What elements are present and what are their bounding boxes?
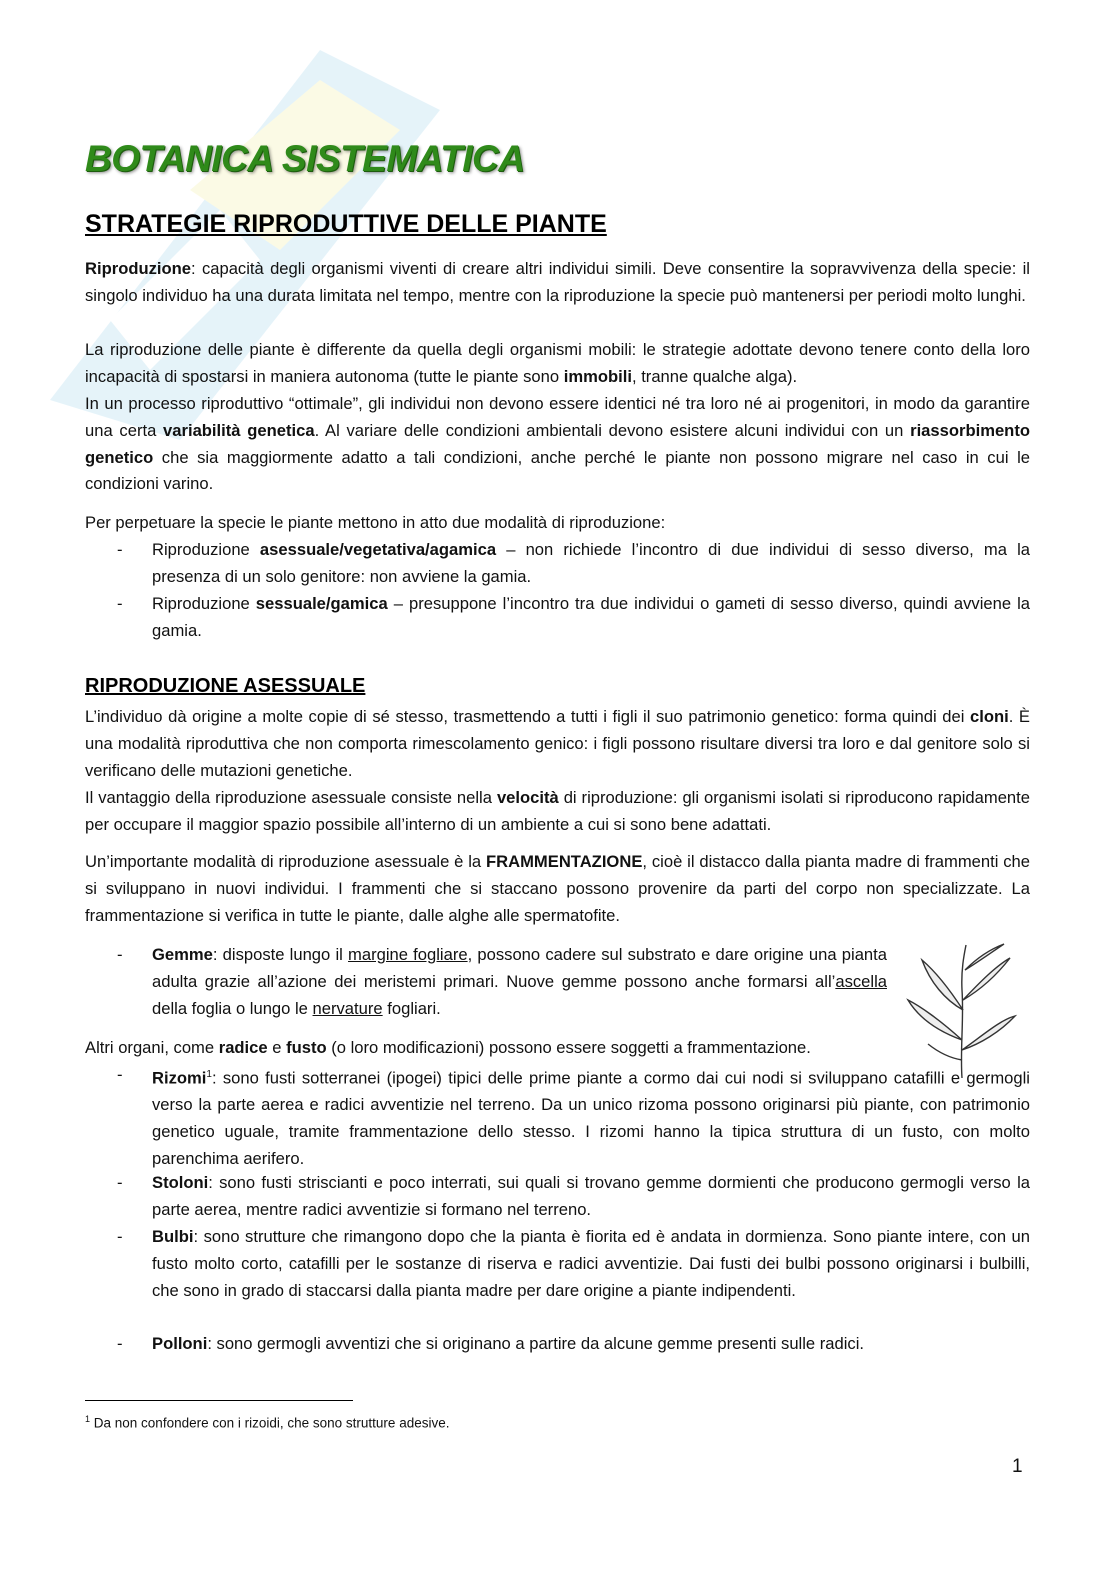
list-dash: -	[117, 1227, 123, 1246]
footnote-mark: 1	[85, 1414, 91, 1424]
fragmentation-paragraph: Un’importante modalità di riproduzione asessuale è la FRAMMENTAZIONE, cioè il distacco dalla pianta madre di frammenti che si sviluppano in nuovi individui. I frammenti che si staccano possono provenire da parti del corpo non specializzate. La frammentazione si verifica in tutte le piante, dalle alghe alle spermatofite.	[85, 852, 1030, 925]
mobility-paragraph: La riproduzione delle piante è differente da quella degli organismi mobili: le strategie adottate devono tenere conto della loro incapacità di spostarsi in maniera autonoma (tutte le piante sono immobili, tranne qualche alga).	[85, 340, 1030, 386]
list-item-rizomi: Rizomi$^1$: sono fusti sotterranei (ipogei) tipici delle prime piante a cormo dai cui nodi si sviluppano catafilli e germogli verso la parte aerea e radici avventizie nel terreno. Da un unico rizoma possono originarsi più piante, con patrimonio genetico uguale, tramite frammentazione dello stesso. I rizomi hanno la tipica struttura di un fusto, con molto parenchima aerifero.	[152, 1068, 1030, 1168]
list-item-polloni: Polloni: sono germogli avventizi che si originano a partire da alcune gemme presenti sulle radici.	[152, 1334, 865, 1353]
organs-paragraph: Altri organi, come radice e fusto (o loro modificazioni) possono essere soggetti a frammentazione.	[85, 1038, 811, 1057]
modes-intro: Per perpetuare la specie le piante mettono in atto due modalità di riproduzione:	[85, 513, 666, 532]
optimal-paragraph: In un processo riproduttivo “ottimale”, gli individui non devono essere identici né tra loro né ai progenitori, in modo da garantire una certa variabilità genetica. Al variare delle condizioni ambientali devono esistere alcuni individui con un riassorbimento genetico che sia maggiormente adatto a tali condizioni, anche perché le piante non possono migrare nel caso in cui le condizioni varino.	[85, 394, 1030, 494]
subsection-title: RIPRODUZIONE ASESSUALE	[85, 675, 366, 697]
document-title: BOTANICA SISTEMATICA	[85, 138, 525, 179]
footnote: $^1$ Da non confondere con i rizoidi, che sono strutture adesive.	[85, 1414, 450, 1431]
list-dash: -	[117, 1173, 123, 1192]
list-dash: -	[117, 945, 123, 964]
list-dash: -	[117, 1065, 123, 1084]
page-number: 1	[1012, 1456, 1023, 1477]
footnote-ref: 1	[206, 1069, 212, 1080]
intro-paragraph: Riproduzione: capacità degli organismi viventi di creare altri individui simili. Deve consentire la sopravvivenza della specie: il singolo individuo ha una durata limitata nel tempo, mentre con la riproduzione la specie può mantenersi per periodi molto lunghi.	[85, 259, 1030, 305]
speed-paragraph: Il vantaggio della riproduzione asessuale consiste nella velocità di riproduzione: gli organismi isolati si riproducono rapidamente per occupare il maggior spazio possibile all’interno di un ambiente a cui si sono bene adattati.	[85, 788, 1030, 834]
list-dash: -	[117, 540, 123, 559]
plant-illustration	[900, 940, 1030, 1080]
list-item-gemme: Gemme: disposte lungo il margine fogliare, possono cadere sul substrato e dare origine una pianta adulta grazie all’azione dei meristemi primari. Nuove gemme possono anche formarsi all’ascella della foglia o lungo le nervature fogliari.	[152, 945, 887, 1018]
section-title: STRATEGIE RIPRODUTTIVE DELLE PIANTE	[85, 210, 607, 238]
footnote-separator	[85, 1400, 353, 1401]
list-dash: -	[117, 1334, 123, 1353]
list-item-sexual: Riproduzione sessuale/gamica – presuppone l’incontro tra due individui o gameti di sesso diverso, quindi avviene la gamia.	[152, 594, 1031, 640]
term-riproduzione: Riproduzione	[85, 259, 192, 278]
clones-paragraph: L’individuo dà origine a molte copie di sé stesso, trasmettendo a tutti i figli il suo patrimonio genetico: forma quindi dei cloni. È una modalità riproduttiva che non comporta rimescolamento genico: i figli possono risultare diversi tra loro e dal genitore solo si verificano delle mutazioni genetiche.	[85, 707, 1030, 780]
list-item-stoloni: Stoloni: sono fusti striscianti e poco interrati, sui quali si trovano gemme dormienti che producono germogli verso la parte aerea, mentre radici avventizie si formano nel terreno.	[152, 1173, 1030, 1219]
list-dash: -	[117, 594, 123, 613]
list-item-bulbi: Bulbi: sono strutture che rimangono dopo che la pianta è fiorita ed è andata in dormienza. Sono piante intere, con un fusto molto corto, catafilli per le sostanze di riserva e radici avventizie. Dai fusti dei bulbi possono originarsi i bulbilli, che sono in grado di staccarsi dalla pianta madre per dare origine a piante indipendenti.	[152, 1227, 1030, 1300]
list-item-asexual: Riproduzione asessuale/vegetativa/agamica – non richiede l’incontro di due individui di sesso diverso, ma la presenza di un solo genitore: non avviene la gamia.	[152, 540, 1030, 586]
